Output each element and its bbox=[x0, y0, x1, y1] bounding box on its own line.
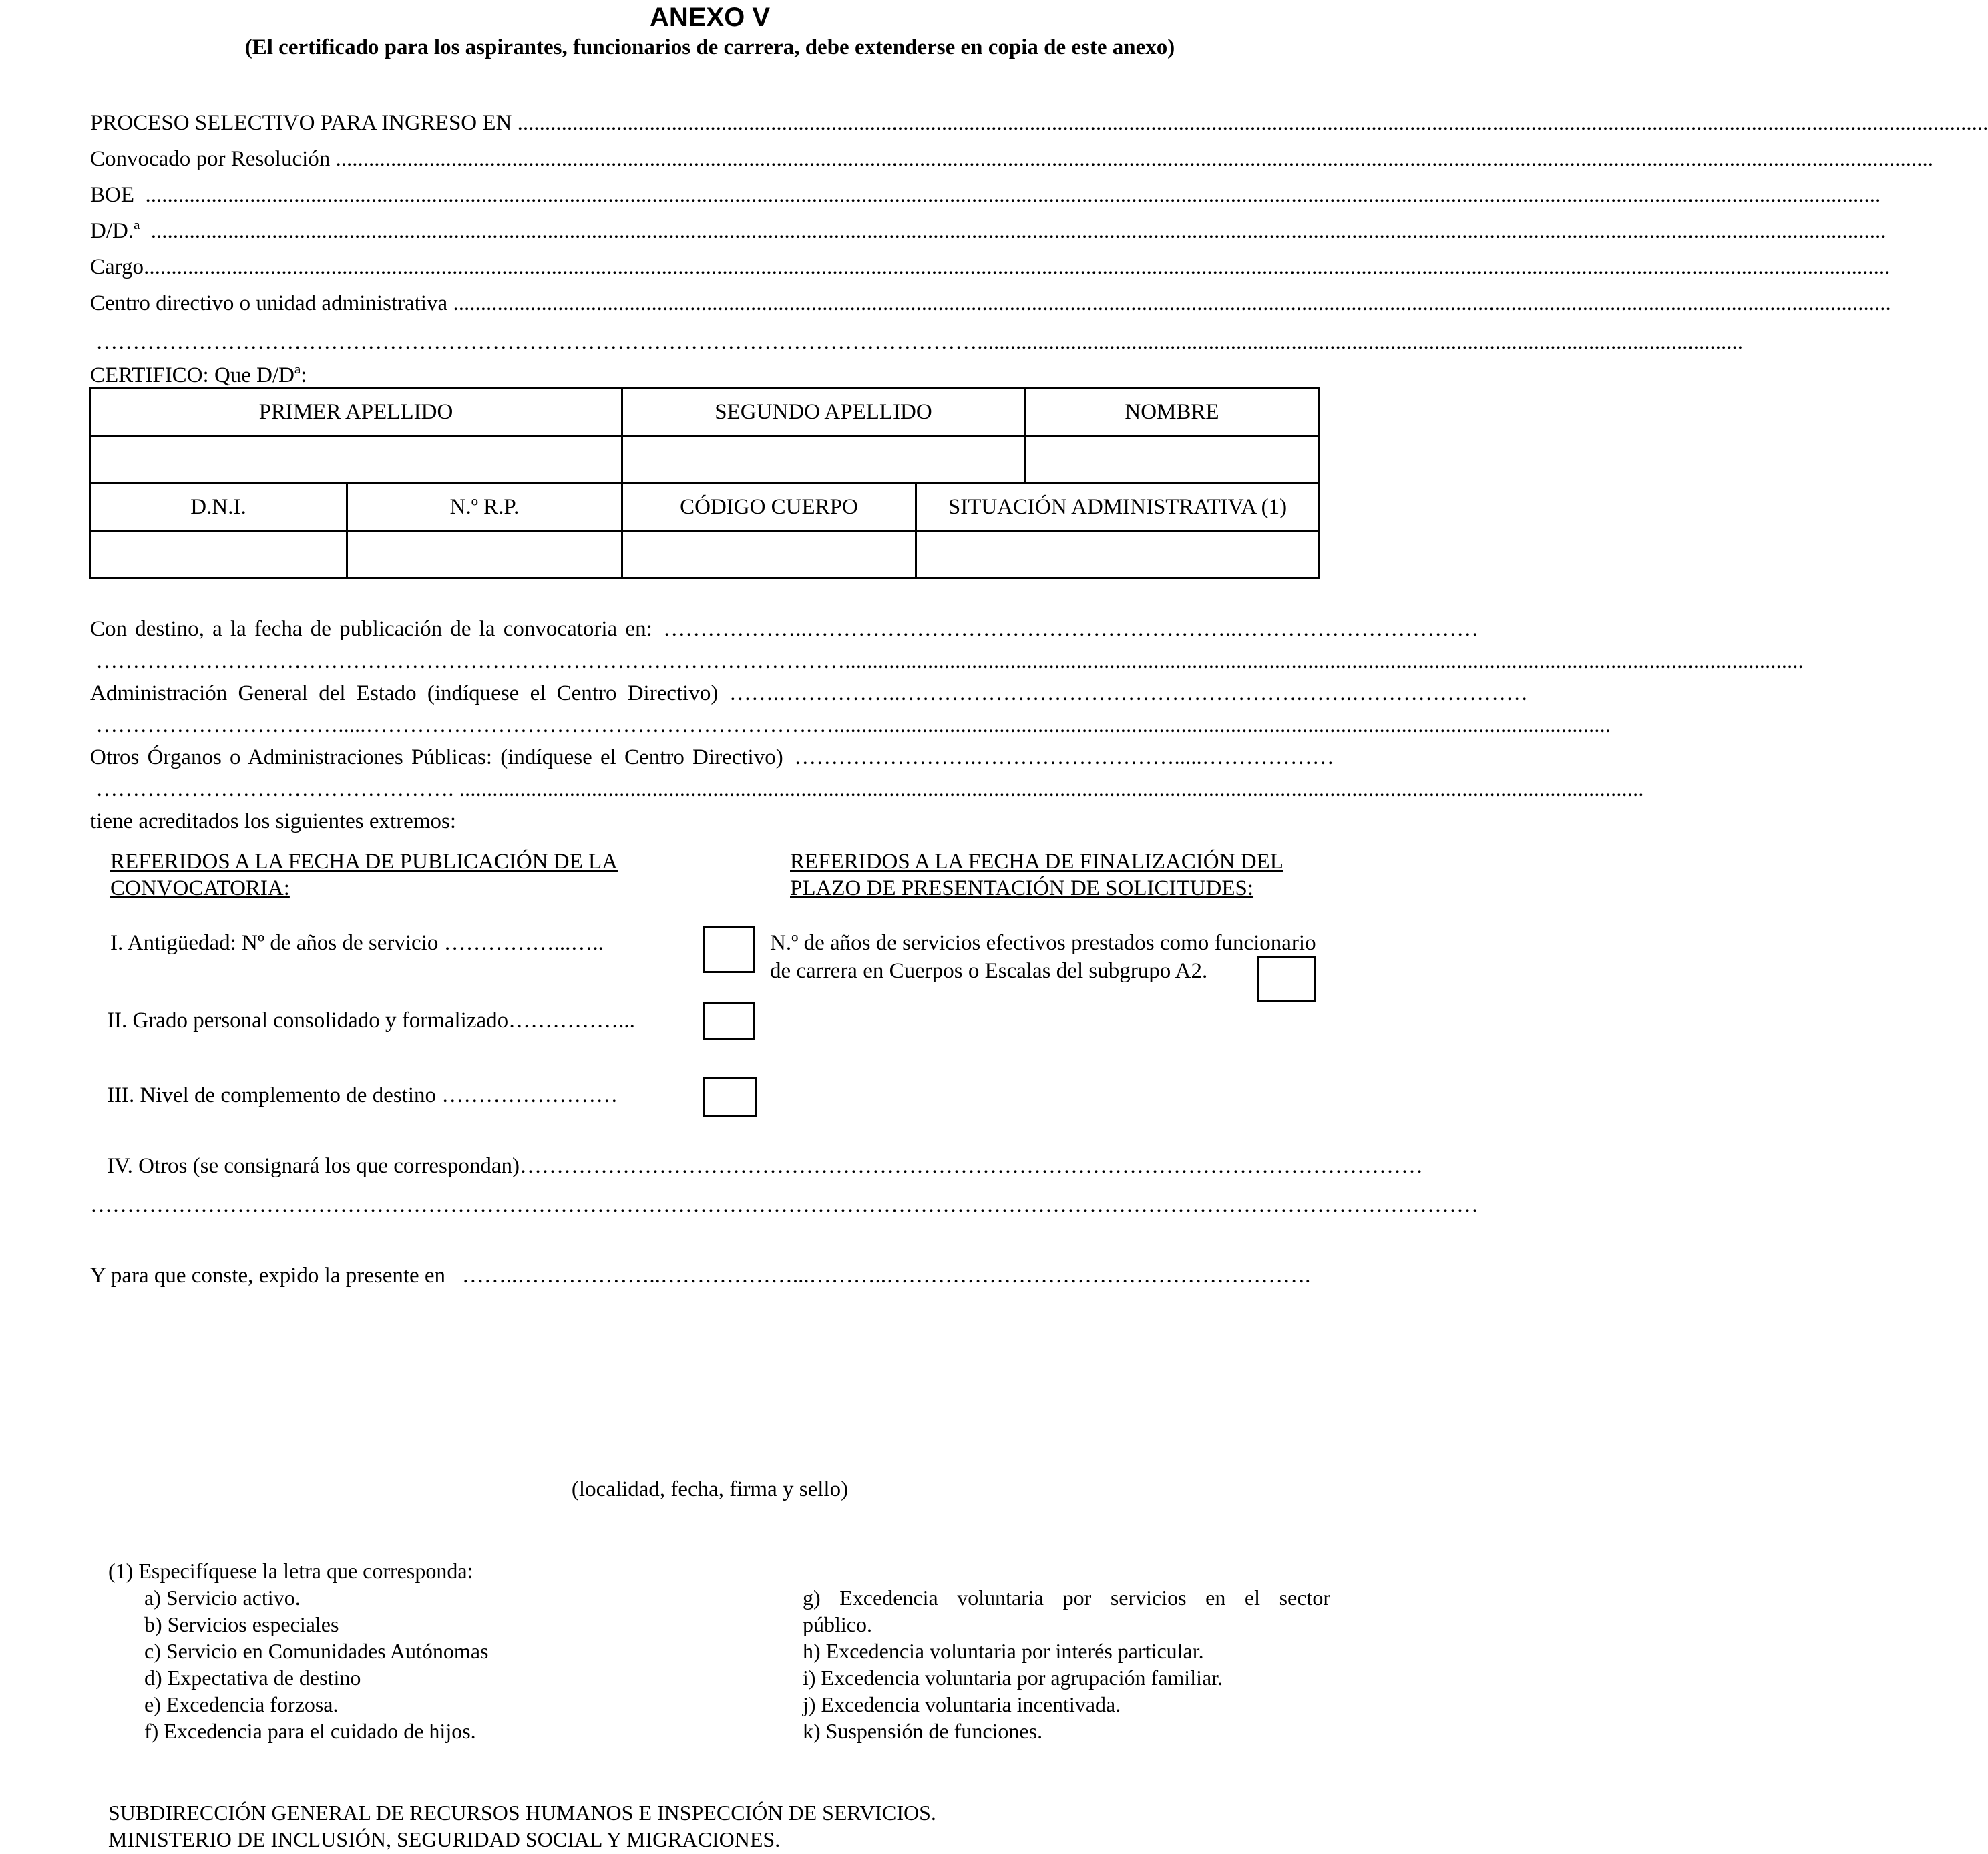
name-table bbox=[89, 387, 1320, 484]
left-heading-line1: REFERIDOS A LA FECHA DE PUBLICACIÓN DE LA bbox=[110, 850, 618, 874]
situacion-cell[interactable] bbox=[916, 532, 1320, 578]
boe-label: BOE bbox=[90, 183, 134, 207]
id-table bbox=[89, 482, 1320, 579]
note-a: a) Servicio activo. bbox=[144, 1586, 301, 1610]
nivel-box[interactable] bbox=[703, 1077, 757, 1117]
primer-apellido-header: PRIMER APELLIDO bbox=[90, 389, 622, 437]
right-heading-line1: REFERIDOS A LA FECHA DE FINALIZACIÓN DEL bbox=[790, 850, 1283, 874]
situacion-header: SITUACIÓN ADMINISTRATIVA (1) bbox=[916, 484, 1320, 532]
expido-field[interactable] bbox=[90, 1260, 1319, 1289]
note-f: f) Excedencia para el cuidado de hijos. bbox=[144, 1719, 476, 1743]
left-heading-line2: CONVOCATORIA: bbox=[110, 876, 290, 900]
footer-line1: SUBDIRECCIÓN GENERAL DE RECURSOS HUMANOS E INSPECCIÓN DE SERVICIOS. bbox=[108, 1801, 936, 1825]
note-h: h) Excedencia voluntaria por interés particular. bbox=[803, 1639, 1204, 1663]
certifico-label: CERTIFICO: Que D/Dª: bbox=[90, 363, 307, 387]
cargo-dots: ............................................................................................................................................................................................................................................................................................................................. bbox=[144, 255, 1891, 279]
grado-box[interactable] bbox=[703, 1002, 755, 1040]
note-c: c) Servicio en Comunidades Autónomas bbox=[144, 1639, 489, 1663]
dni-cell[interactable] bbox=[90, 532, 347, 578]
otros-organos-dots: …………………….……………………….....……………… bbox=[783, 745, 1334, 769]
item-grado-label: II. Grado personal consolidado y formalizado……………... bbox=[107, 1008, 635, 1033]
note-i: i) Excedencia voluntaria por agrupación familiar. bbox=[803, 1666, 1223, 1690]
dd-dots: ........................................................................................................................................................................................................................................................................................................................... bbox=[140, 219, 1886, 243]
note-j: j) Excedencia voluntaria incentivada. bbox=[803, 1692, 1121, 1716]
codigo-cuerpo-cell[interactable] bbox=[622, 532, 916, 578]
otros-continuation-dots[interactable]: ……………………………………………………………………………………………………………………………………………………………………… bbox=[90, 1193, 1478, 1217]
centro-continuation-dots[interactable]: …………………………………………………………………………………………………………........................................................................................................................................... bbox=[90, 330, 1743, 354]
dni-header: D.N.I. bbox=[90, 484, 347, 532]
otros-field[interactable] bbox=[107, 1150, 1423, 1179]
boe-field[interactable] bbox=[90, 179, 1881, 208]
age-field[interactable] bbox=[90, 677, 1529, 707]
proceso-field[interactable] bbox=[90, 107, 1988, 136]
convocado-field[interactable] bbox=[90, 143, 1934, 172]
primer-apellido-cell[interactable] bbox=[90, 437, 622, 484]
convocado-dots: .................................................................................................................................................................................................................................................................................................. bbox=[330, 147, 1934, 171]
otros-organos-field[interactable] bbox=[90, 741, 1334, 771]
document-subtitle: (El certificado para los aspirantes, funcionarios de carrera, debe extenderse en copia de este anexo) bbox=[244, 35, 1175, 59]
notes-title: (1) Especifíquese la letra que corresponda: bbox=[108, 1559, 473, 1583]
antiguedad-box[interactable] bbox=[703, 926, 755, 973]
age-label: Administración General del Estado (indíquese el Centro Directivo) bbox=[90, 681, 719, 705]
con-destino-dots: ………………..…………………………………………………..…………………………… bbox=[652, 617, 1479, 641]
nombre-cell[interactable] bbox=[1025, 437, 1320, 484]
proceso-dots: ........................................................................................................................................................................................................................................................................... bbox=[512, 111, 1988, 135]
centro-field[interactable] bbox=[90, 287, 1891, 317]
right-heading-line2: PLAZO DE PRESENTACIÓN DE SOLICITUDES: bbox=[790, 876, 1254, 900]
note-b: b) Servicios especiales bbox=[144, 1612, 339, 1636]
note-g-line1: g) Excedencia voluntaria por servicios en el sector bbox=[803, 1586, 1330, 1610]
segundo-apellido-header: SEGUNDO APELLIDO bbox=[622, 389, 1025, 437]
item-antiguedad-label: I. Antigüedad: Nº de años de servicio ……………...….. bbox=[110, 931, 604, 955]
nrp-header: N.º R.P. bbox=[347, 484, 622, 532]
anos-servicio-a2-box[interactable] bbox=[1257, 956, 1316, 1002]
otros-dots: …………………………………………………………………………………………………………… bbox=[519, 1154, 1423, 1178]
right-item-line2: de carrera en Cuerpos o Escalas del subgrupo A2. bbox=[770, 959, 1208, 983]
proceso-label: PROCESO SELECTIVO PARA INGRESO EN bbox=[90, 111, 512, 135]
item-nivel-label: III. Nivel de complemento de destino …………………… bbox=[107, 1083, 618, 1107]
item-otros-label: IV. Otros (se consignará los que correspondan) bbox=[107, 1154, 520, 1178]
footer-line2: MINISTERIO DE INCLUSIÓN, SEGURIDAD SOCIAL Y MIGRACIONES. bbox=[108, 1827, 781, 1851]
note-g-line2: público. bbox=[803, 1612, 872, 1636]
expido-label: Y para que conste, expido la presente en bbox=[90, 1264, 446, 1288]
boe-dots: ........................................................................................................................................................................................................................................................................................................................... bbox=[134, 183, 1881, 207]
cargo-field[interactable] bbox=[90, 251, 1891, 281]
note-k: k) Suspensión de funciones. bbox=[803, 1719, 1043, 1743]
dd-field[interactable] bbox=[90, 215, 1886, 244]
expido-dots: ……..………………..………………...………..…………………………………………………. bbox=[445, 1264, 1311, 1288]
nombre-header: NOMBRE bbox=[1025, 389, 1320, 437]
centro-dots: ..................................................................................................................................................................................................................................................................... bbox=[447, 291, 1891, 315]
con-destino-label: Con destino, a la fecha de publicación de la convocatoria en: bbox=[90, 617, 652, 641]
centro-label: Centro directivo o unidad administrativa bbox=[90, 291, 448, 315]
con-destino-continuation-dots[interactable]: ………………………………………………………………………………………….............................................................................................................................................................................. bbox=[90, 649, 1804, 673]
age-dots: …….……………..……………………………………………….…….…………………… bbox=[718, 681, 1529, 705]
right-item-line1: N.º de años de servicios efectivos prestados como funcionario bbox=[770, 931, 1316, 955]
age-continuation-dots[interactable]: …………………………….....…………………………………………………….…............................................................................................................................................. bbox=[90, 713, 1611, 737]
convocado-label: Convocado por Resolución bbox=[90, 147, 331, 171]
note-e: e) Excedencia forzosa. bbox=[144, 1692, 339, 1716]
segundo-apellido-cell[interactable] bbox=[622, 437, 1025, 484]
otros-organos-label: Otros Órganos o Administraciones Públicas: (indíquese el Centro Directivo) bbox=[90, 745, 783, 769]
tiene-acreditados-label: tiene acreditados los siguientes extremos: bbox=[90, 809, 457, 833]
con-destino-field[interactable] bbox=[90, 613, 1479, 642]
document-title: ANEXO V bbox=[649, 3, 771, 32]
note-d: d) Expectativa de destino bbox=[144, 1666, 361, 1690]
otros-continuation-dots[interactable]: …………………………………………. ....................................................................................................................................................................................................................... bbox=[90, 777, 1644, 801]
nrp-cell[interactable] bbox=[347, 532, 622, 578]
cargo-label: Cargo bbox=[90, 255, 144, 279]
firma-caption: (localidad, fecha, firma y sello) bbox=[571, 1477, 849, 1501]
codigo-cuerpo-header: CÓDIGO CUERPO bbox=[622, 484, 916, 532]
dd-label: D/D.ª bbox=[90, 219, 140, 243]
